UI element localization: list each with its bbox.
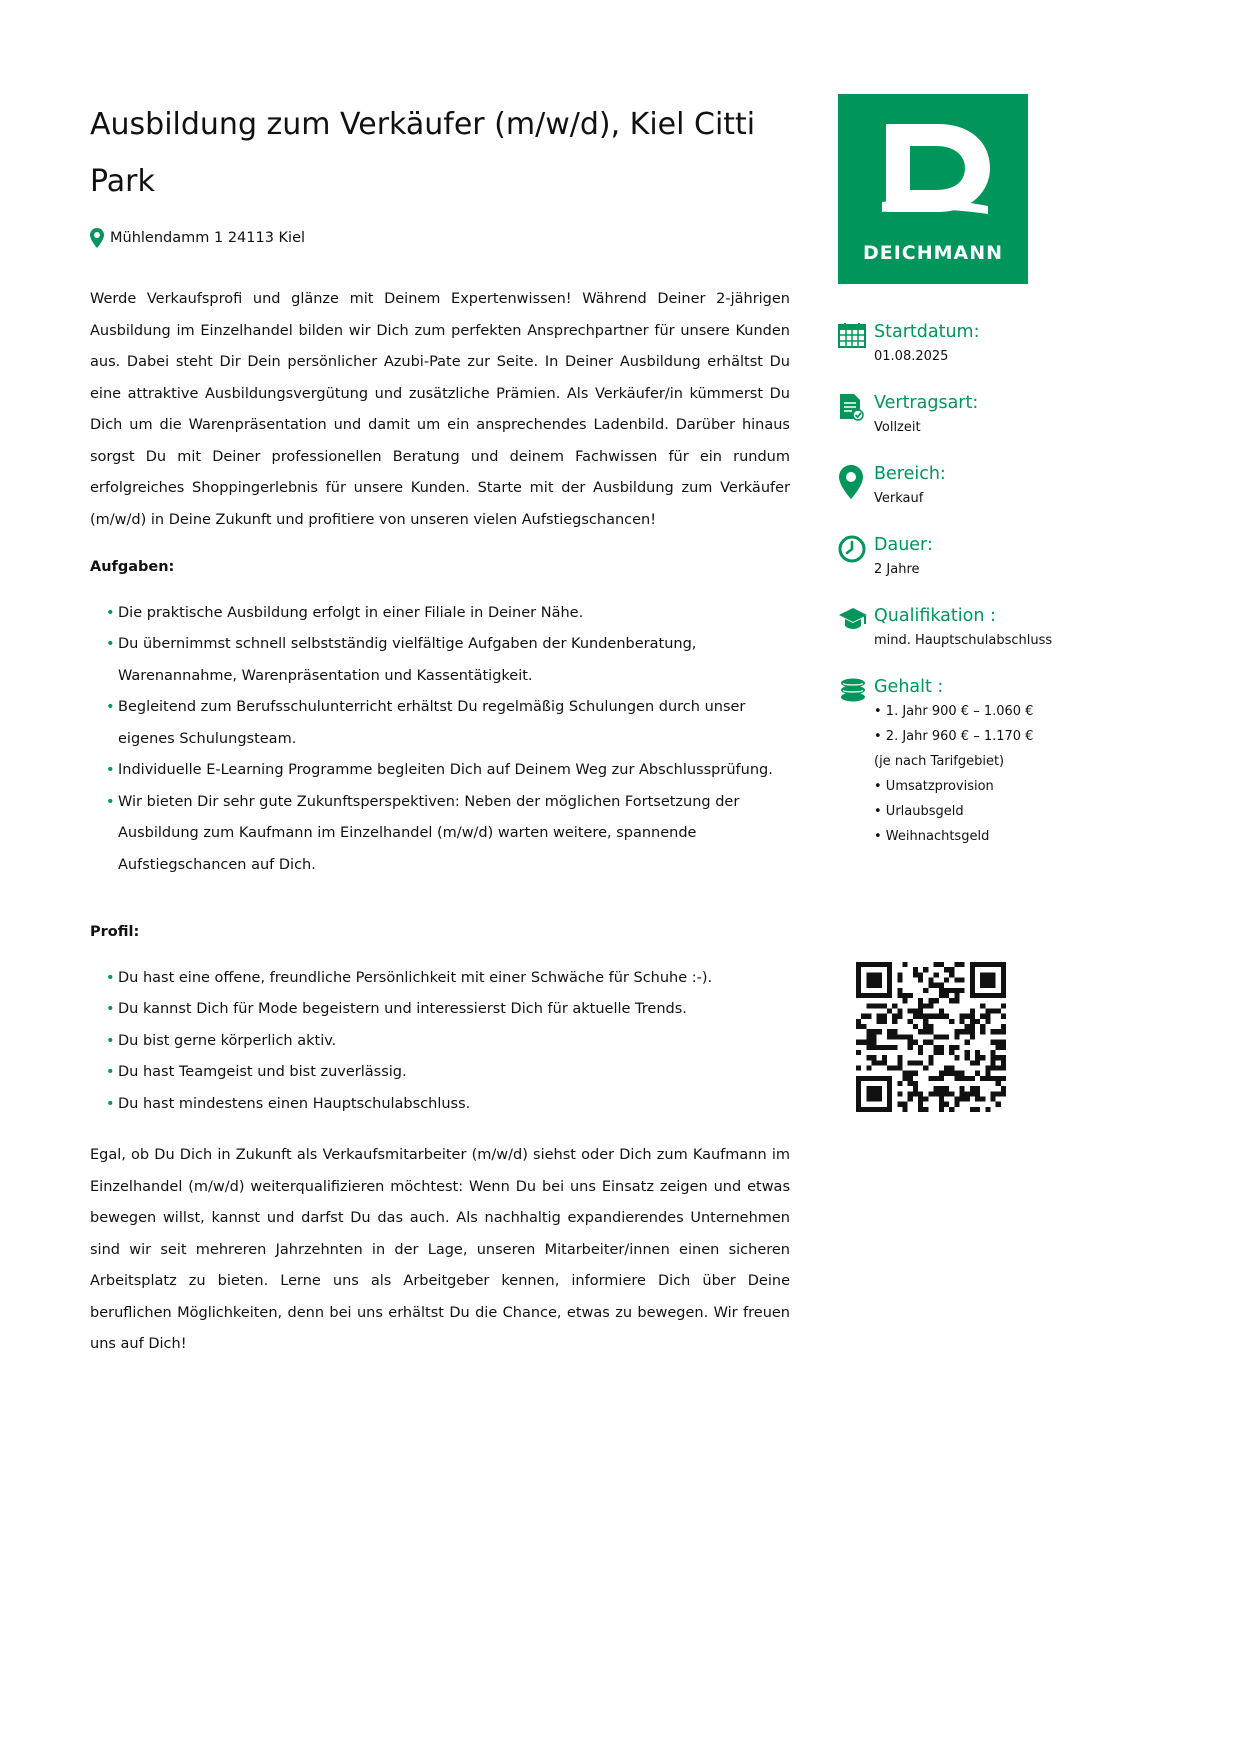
fact-contract <box>838 391 1138 440</box>
profil-list <box>90 963 790 1121</box>
list-item: • Du kannst Dich für Mode begeistern und interessierst Dich für aktuelle Trends. <box>106 994 790 1026</box>
list-item: • Du bist gerne körperlich aktiv. <box>106 1026 790 1058</box>
salary-line: (je nach Tarifgebiet) <box>874 754 1005 769</box>
aufgaben-heading: Aufgaben: <box>90 559 175 575</box>
map-pin-icon <box>90 228 104 248</box>
fact-label: Dauer: <box>874 535 933 555</box>
salary-line: • 1. Jahr 900 € – 1.060 € <box>874 704 1034 719</box>
document-icon <box>838 393 864 421</box>
outro-paragraph: Egal, ob Du Dich in Zukunft als Verkaufsmitarbeiter (m/w/d) siehst oder Dich zum Kaufmann im Einzelhandel (m/w/d) weiterqualifizieren möchtest: Wenn Du bei uns Einsatz zeigen und etwas bewegen willst, kannst und darfst Du das auch. Als nachhaltig expandierendes Unternehmen sind wir seit mehreren Jahrzehnten in der Lage, unseren Mitarbeiter/innen einen sicheren Arbeitsplatz zu bieten. Lerne uns als Arbeitgeber kennen, informiere Dich über Deine beruflichen Möglichkeiten, denn bei uns erhältst Du die Chance, etwas zu bewegen. Wir freuen uns auf Dich! <box>90 1147 790 1352</box>
location-text: Mühlendamm 1 24113 Kiel <box>110 230 306 246</box>
fact-qualification <box>838 604 1138 653</box>
fact-start <box>838 320 1138 369</box>
list-item: • Du hast mindestens einen Hauptschulabschluss. <box>106 1089 790 1121</box>
clock-icon <box>838 535 866 563</box>
fact-value: 01.08.2025 <box>874 349 949 364</box>
list-item: • Wir bieten Dir sehr gute Zukunftsperspektiven: Neben der möglichen Fortsetzung der Ausbildung zum Kaufmann im Einzelhandel (m/w/d) warten weitere, spannende Aufstiegschancen auf Dich. <box>106 787 790 882</box>
salary-line: • Weihnachtsgeld <box>874 829 990 844</box>
facts-list <box>838 320 1138 849</box>
aufgaben-list <box>90 598 790 882</box>
list-item: • Individuelle E-Learning Programme begleiten Dich auf Deinem Weg zur Abschlussprüfung. <box>106 755 790 787</box>
job-title: Ausbildung zum Verkäufer (m/w/d), Kiel Citti Park <box>90 107 756 199</box>
coins-icon <box>838 677 868 703</box>
salary-line: • 2. Jahr 960 € – 1.170 € <box>874 729 1034 744</box>
fact-value: 2 Jahre <box>874 562 920 577</box>
salary-line: • Umsatzprovision <box>874 779 994 794</box>
profil-heading: Profil: <box>90 924 140 940</box>
list-item: • Begleitend zum Berufsschulunterricht erhältst Du regelmäßig Schulungen durch unser eigenes Schulungsteam. <box>106 692 790 755</box>
fact-label: Bereich: <box>874 464 946 484</box>
fact-duration <box>838 533 1138 582</box>
job-posting <box>90 96 790 1361</box>
fact-salary <box>838 675 1138 849</box>
deichmann-logo <box>838 94 1028 284</box>
fact-label: Vertragsart: <box>874 393 979 413</box>
map-pin-icon <box>838 464 864 500</box>
calendar-icon <box>838 322 866 348</box>
fact-value: Vollzeit <box>874 420 921 435</box>
list-item: • Du hast eine offene, freundliche Persönlichkeit mit einer Schwäche für Schuhe :-). <box>106 963 790 995</box>
fact-label: Gehalt : <box>874 677 944 697</box>
fact-area <box>838 462 1138 511</box>
qr-code[interactable] <box>856 962 1006 1112</box>
fact-value: mind. Hauptschulabschluss <box>874 633 1053 648</box>
job-location <box>90 228 790 248</box>
graduation-cap-icon <box>838 606 868 632</box>
sidebar <box>838 94 1138 871</box>
brand-name: DEICHMANN <box>862 242 1004 264</box>
list-item: • Du übernimmst schnell selbstständig vielfältige Aufgaben der Kundenberatung, Warenannahme, Warenpräsentation und Kassentätigkeit. <box>106 629 790 692</box>
logo-letter-icon <box>838 94 1028 224</box>
fact-value: Verkauf <box>874 491 924 506</box>
intro-paragraph: Werde Verkaufsprofi und glänze mit Deinem Expertenwissen! Während Deiner 2-jährigen Ausbildung im Einzelhandel bilden wir Dich zum perfekten Ansprechpartner für unsere Kunden aus. Dabei steht Dir Dein persönlicher Azubi-Pate zur Seite. In Deiner Ausbildung erhältst Du eine attraktive Ausbildungsvergütung und zusätzliche Prämien. Als Verkäufer/in kümmerst Du Dich um die Warenpräsentation und damit um ein ansprechendes Ladenbild. Darüber hinaus sorgst Du mit Deiner professionellen Beratung und deinem Fachwissen für ein rundum erfolgreiches Shoppingerlebnis für unsere Kunden. Starte mit der Ausbildung zum Verkäufer (m/w/d) in Deine Zukunft und profitiere von unseren vielen Aufstiegschancen! <box>90 291 790 528</box>
list-item: • Du hast Teamgeist und bist zuverlässig. <box>106 1057 790 1089</box>
list-item: • Die praktische Ausbildung erfolgt in einer Filiale in Deiner Nähe. <box>106 598 790 630</box>
fact-label: Startdatum: <box>874 322 980 342</box>
fact-label: Qualifikation : <box>874 606 996 626</box>
salary-line: • Urlaubsgeld <box>874 804 964 819</box>
